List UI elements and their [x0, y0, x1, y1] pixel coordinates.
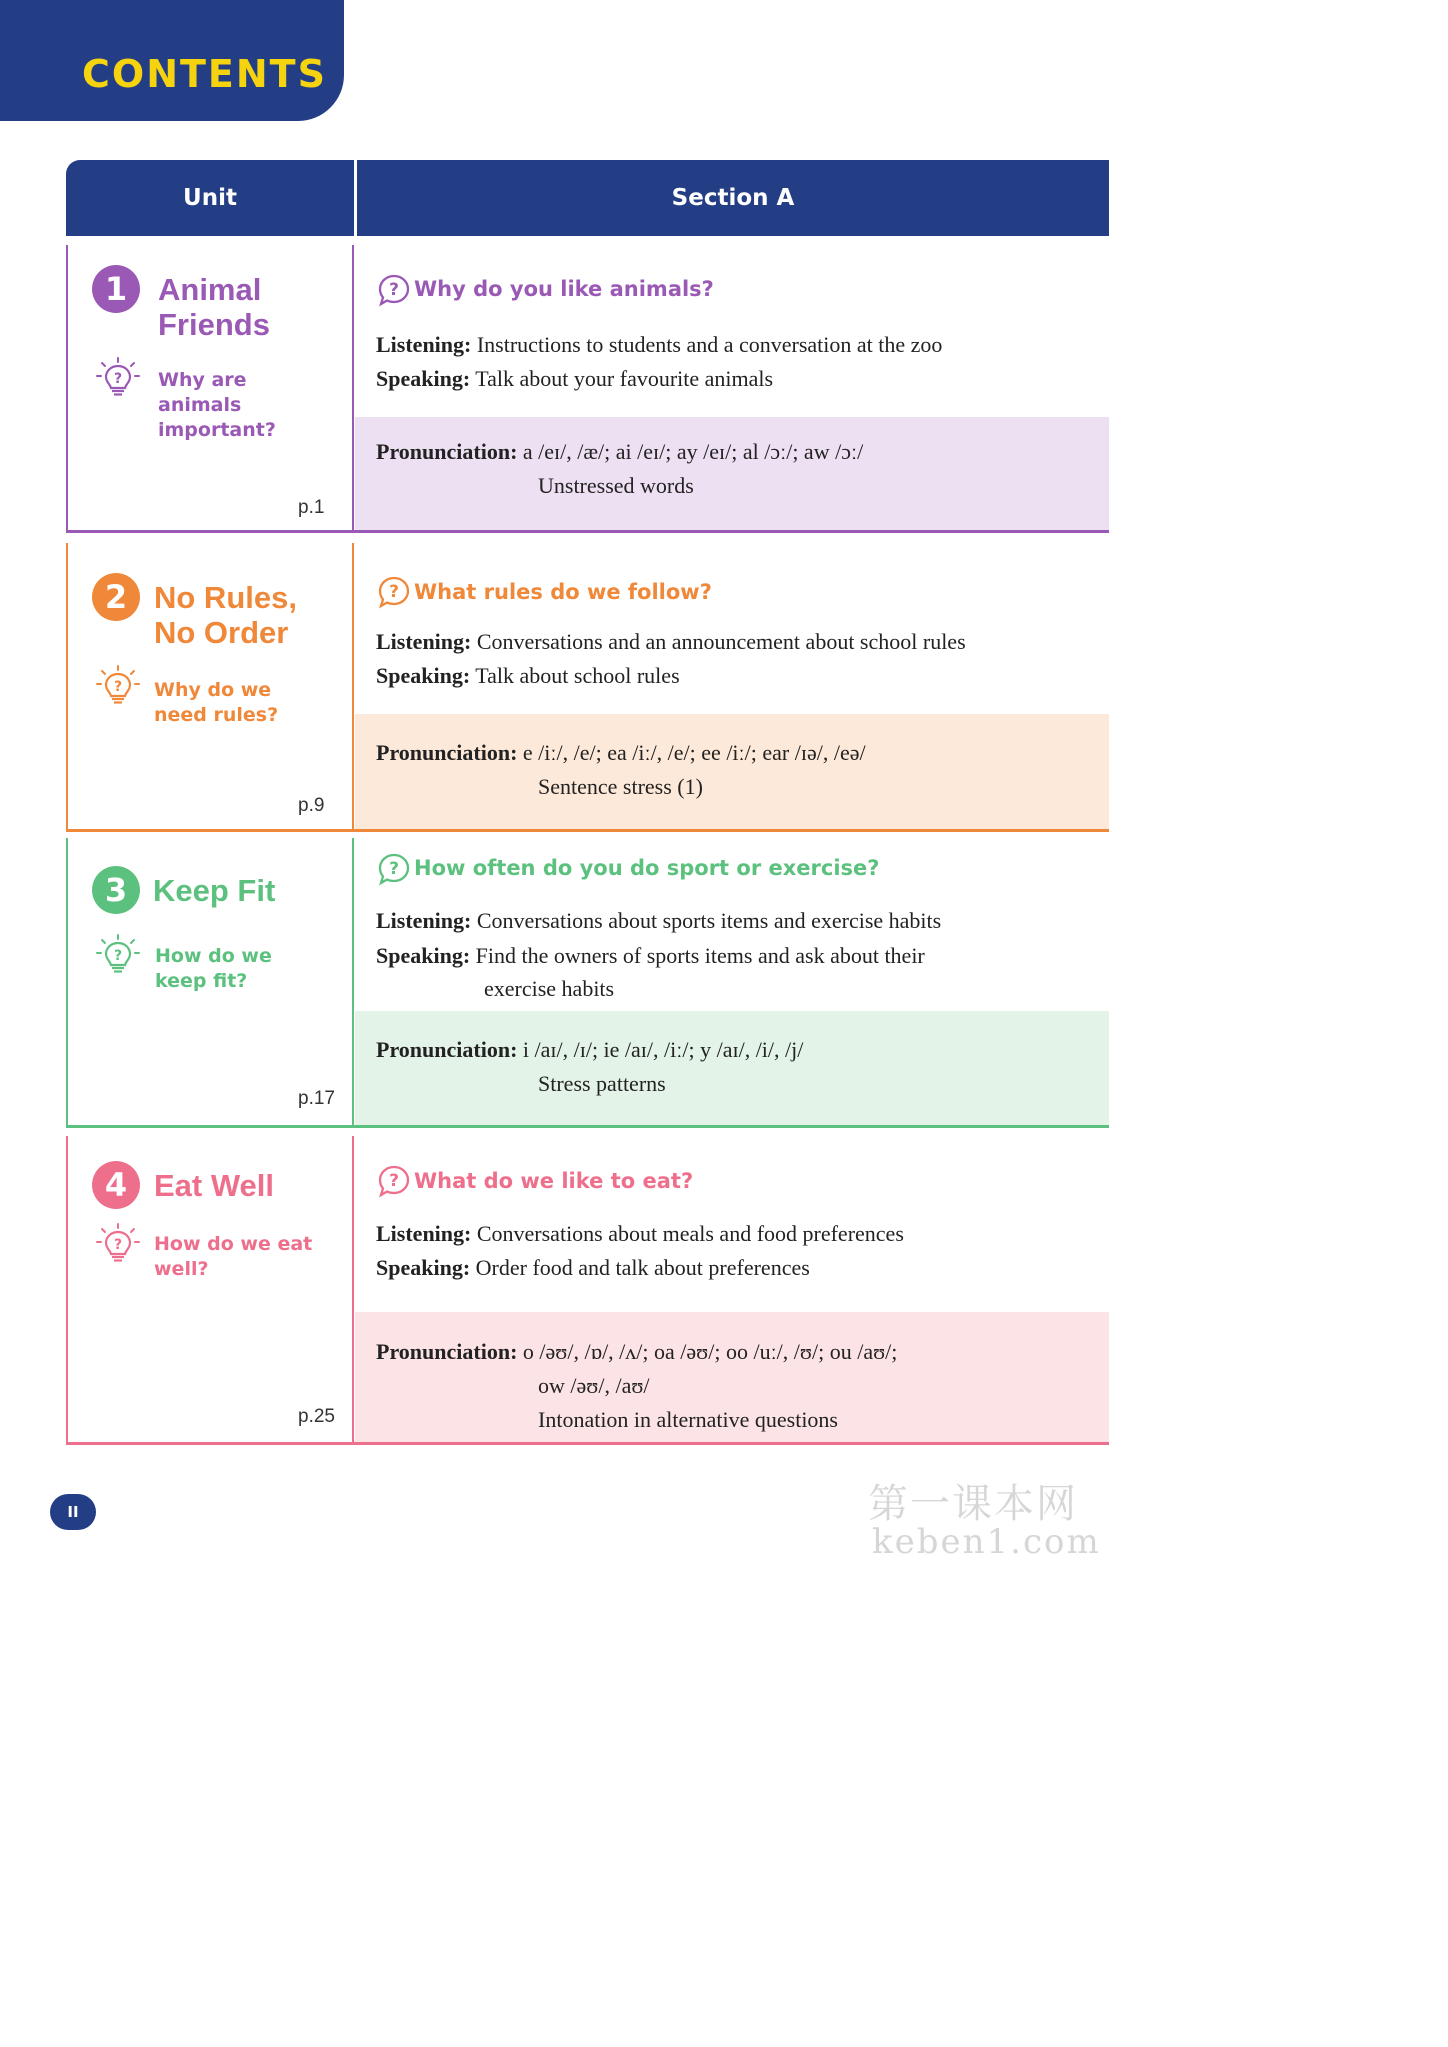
pronunciation-label: Pronunciation:	[376, 439, 518, 464]
pronunciation-line-3: Intonation in alternative questions	[538, 1407, 838, 1432]
unit-question-line: Why are	[158, 369, 247, 391]
unit-row-4	[66, 1136, 1109, 1445]
section-question: What do we like to eat?	[414, 1169, 694, 1193]
lightbulb-question-icon	[96, 1223, 140, 1267]
pronunciation-band	[355, 714, 1109, 832]
unit-page-ref[interactable]: p.25	[298, 1406, 335, 1427]
pronunciation-text: i /aɪ/, /ɪ/; ie /aɪ/, /iː/; y /aɪ/, /i/, /j/	[522, 1037, 804, 1062]
question-bubble-icon	[377, 273, 411, 307]
row-divider	[66, 1125, 1109, 1128]
pronunciation-label: Pronunciation:	[376, 740, 518, 765]
unit-title-line: Friends	[158, 307, 270, 342]
unit-big-question	[155, 944, 272, 994]
unit-question-line: Why do we	[154, 679, 272, 701]
listening-line	[376, 908, 941, 934]
row-divider	[66, 1442, 1109, 1445]
pronunciation-text: e /iː/, /e/; ea /iː/, /e/; ee /iː/; ear /ɪə/, /eə/	[522, 740, 866, 765]
lightbulb-question-icon	[96, 665, 140, 709]
page-title: CONTENTS	[82, 52, 327, 96]
pronunciation-label: Pronunciation:	[376, 1037, 518, 1062]
pronunciation-band	[355, 1011, 1109, 1128]
listening-line	[376, 1221, 904, 1247]
contents-banner	[0, 0, 344, 121]
pronunciation-text: a /eɪ/, /æ/; ai /eɪ/; ay /eɪ/; al /ɔː/; aw /ɔː/	[522, 439, 864, 464]
unit-title-line: No Rules,	[154, 580, 297, 615]
unit-title-line: Animal	[158, 272, 262, 307]
unit-title	[153, 873, 275, 908]
unit-question-line: How do we	[155, 945, 272, 967]
pronunciation-text: o /əʊ/, /ɒ/, /ʌ/; oa /əʊ/; oo /uː/, /ʊ/; ou /aʊ/;	[522, 1339, 898, 1364]
unit-title-line: Eat Well	[154, 1168, 275, 1203]
unit-title-line: Keep Fit	[153, 873, 276, 908]
speaking-line	[376, 1255, 810, 1281]
section-a-cell	[355, 245, 1109, 533]
question-bubble-icon	[377, 1164, 411, 1198]
question-bubble-icon	[377, 852, 411, 886]
pronunciation-label: Pronunciation:	[376, 1339, 518, 1364]
pronunciation-line-2: Stress patterns	[538, 1071, 666, 1096]
unit-title-line: No Order	[154, 615, 289, 650]
pronunciation-line	[376, 439, 863, 465]
unit-big-question	[154, 678, 278, 728]
row-divider	[66, 829, 1109, 832]
pronunciation-line	[376, 740, 866, 766]
svg-text:?: ?	[113, 371, 123, 387]
unit-question-line: How do we eat	[154, 1233, 313, 1255]
unit-page-ref[interactable]: p.9	[298, 795, 325, 816]
unit-number-badge: 1	[92, 265, 140, 313]
unit-title	[154, 1168, 274, 1203]
svg-text:?: ?	[389, 582, 399, 602]
section-a-cell	[355, 838, 1109, 1128]
unit-row-1	[66, 245, 1109, 533]
unit-question-line: well?	[154, 1258, 209, 1280]
unit-number-badge: 4	[92, 1161, 140, 1209]
svg-text:?: ?	[389, 1171, 399, 1191]
listening-label: Listening:	[376, 1221, 472, 1246]
unit-question-line: need rules?	[154, 704, 279, 726]
lightbulb-question-icon	[96, 357, 140, 401]
listening-line	[376, 629, 966, 655]
svg-text:?: ?	[389, 280, 399, 300]
column-header-unit: Unit	[66, 160, 354, 236]
pronunciation-line-2: Unstressed words	[538, 473, 694, 498]
listening-text: Conversations about meals and food preferences	[476, 1221, 904, 1246]
section-question: Why do you like animals?	[414, 277, 714, 301]
listening-label: Listening:	[376, 332, 472, 357]
svg-text:?: ?	[389, 859, 399, 879]
watermark-chinese: 第一课本网	[868, 1481, 1078, 1527]
lightbulb-question-icon	[96, 934, 140, 978]
question-bubble-icon	[377, 575, 411, 609]
page-number-badge: II	[50, 1494, 96, 1530]
row-divider	[66, 530, 1109, 533]
pronunciation-line	[376, 1037, 803, 1063]
svg-text:?: ?	[113, 679, 123, 695]
listening-label: Listening:	[376, 629, 472, 654]
speaking-line	[376, 943, 925, 969]
listening-text: Conversations and an announcement about school rules	[476, 629, 966, 654]
speaking-label: Speaking:	[376, 943, 471, 968]
column-header-section-a: Section A	[357, 160, 1109, 236]
speaking-line	[376, 366, 773, 392]
svg-text:?: ?	[113, 948, 123, 964]
listening-label: Listening:	[376, 908, 472, 933]
unit-row-3	[66, 838, 1109, 1128]
section-question: How often do you do sport or exercise?	[414, 856, 880, 880]
unit-question-line: keep fit?	[155, 970, 248, 992]
unit-number-badge: 2	[92, 573, 140, 621]
watermark-url: keben1.com	[872, 1522, 1101, 1562]
listening-text: Conversations about sports items and exercise habits	[476, 908, 942, 933]
speaking-text: Talk about your favourite animals	[475, 366, 774, 391]
listening-line	[376, 332, 942, 358]
speaking-line-2: exercise habits	[484, 976, 615, 1001]
unit-question-line: important?	[158, 419, 276, 441]
unit-row-2	[66, 543, 1109, 832]
unit-big-question	[158, 368, 276, 443]
section-a-cell	[355, 1136, 1109, 1445]
speaking-label: Speaking:	[376, 366, 471, 391]
unit-cell	[66, 543, 354, 832]
unit-number-badge: 3	[92, 866, 140, 914]
speaking-text: Talk about school rules	[475, 663, 680, 688]
unit-title	[158, 272, 270, 342]
pronunciation-line	[376, 1339, 897, 1365]
speaking-text: Find the owners of sports items and ask about their	[475, 943, 925, 968]
speaking-label: Speaking:	[376, 1255, 471, 1280]
speaking-text: Order food and talk about preferences	[475, 1255, 810, 1280]
section-a-cell	[355, 543, 1109, 832]
unit-cell	[66, 1136, 354, 1445]
listening-text: Instructions to students and a conversation at the zoo	[476, 332, 943, 357]
unit-title	[154, 580, 297, 650]
pronunciation-band	[355, 417, 1109, 533]
svg-text:?: ?	[113, 1237, 123, 1253]
speaking-line	[376, 663, 680, 689]
unit-cell	[66, 245, 354, 533]
unit-big-question	[154, 1232, 312, 1282]
pronunciation-line-2: ow /əʊ/, /aʊ/	[538, 1373, 650, 1398]
section-question: What rules do we follow?	[414, 580, 712, 604]
speaking-label: Speaking:	[376, 663, 471, 688]
pronunciation-line-2: Sentence stress (1)	[538, 774, 703, 799]
unit-question-line: animals	[158, 394, 242, 416]
unit-page-ref[interactable]: p.1	[298, 497, 325, 518]
unit-cell	[66, 838, 354, 1128]
unit-page-ref[interactable]: p.17	[298, 1088, 335, 1109]
